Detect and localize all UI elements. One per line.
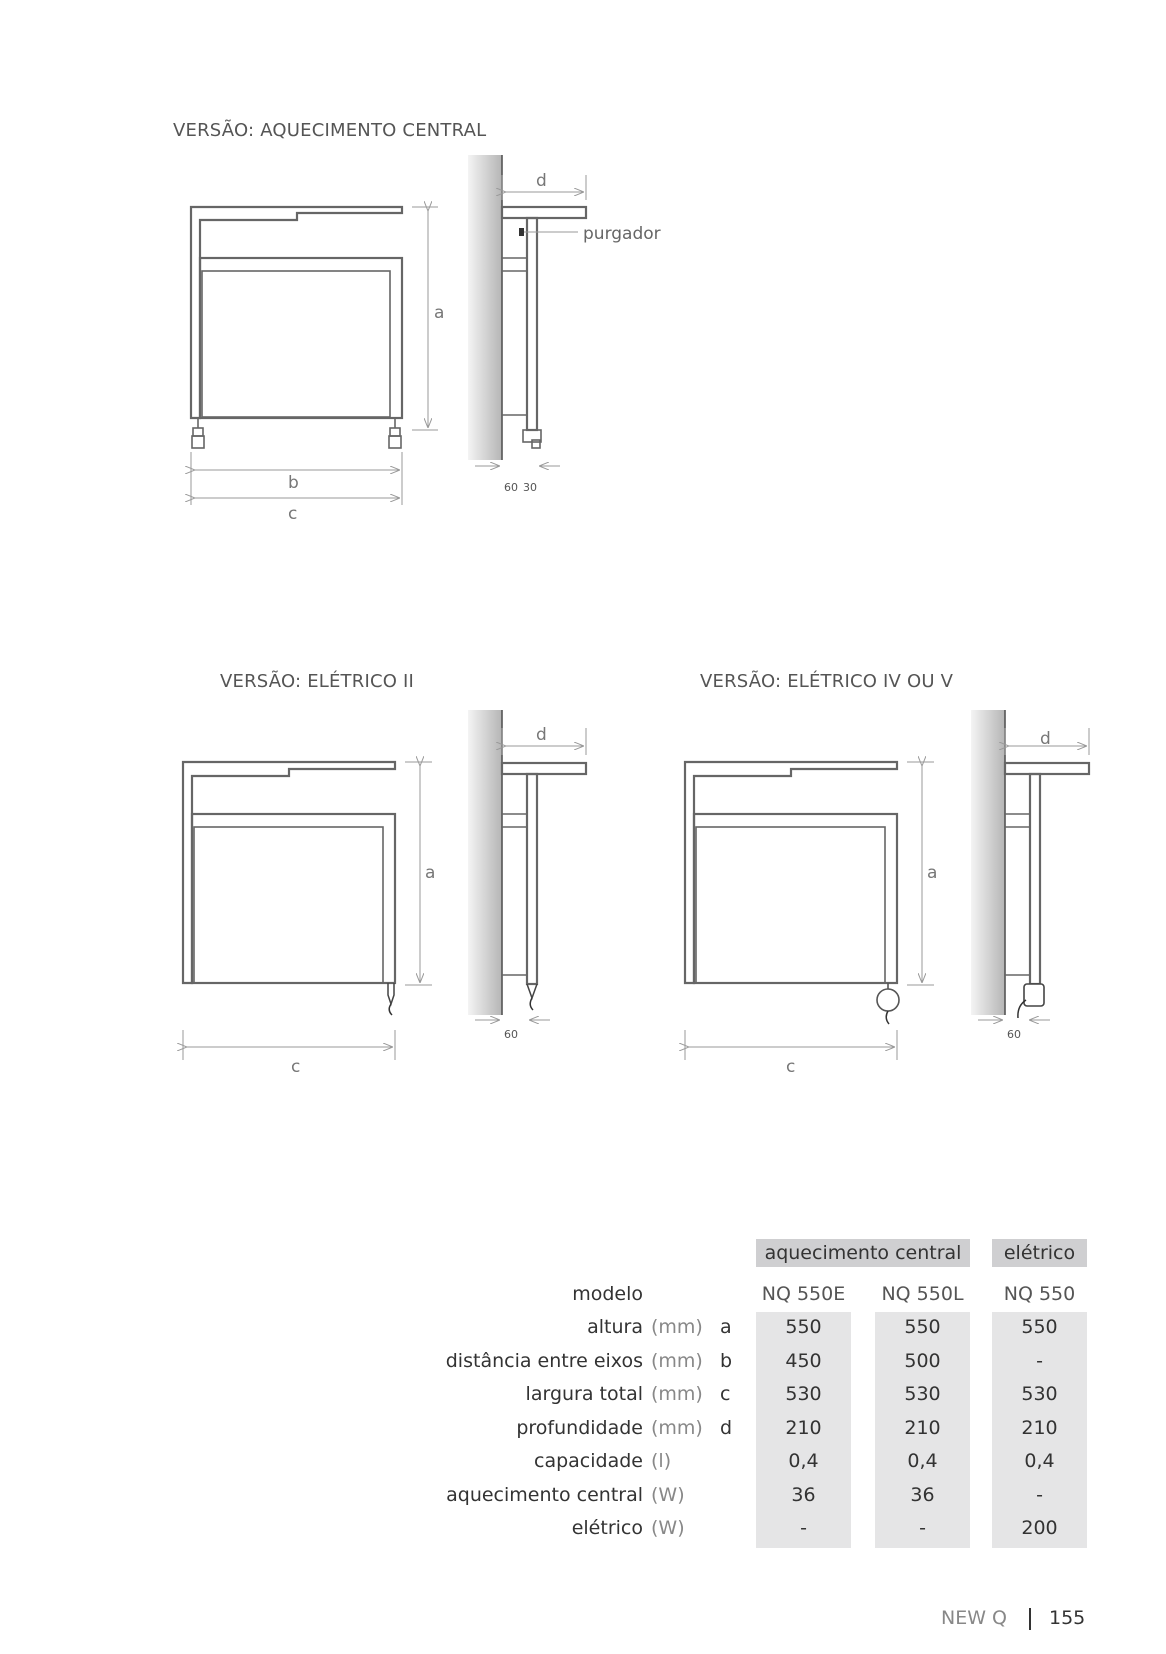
row-unit: (l) — [651, 1450, 672, 1472]
footer-brand: NEW Q — [941, 1607, 1007, 1629]
gap-60-label: 60 — [504, 481, 518, 494]
dim-d-label: d — [1040, 729, 1051, 749]
table-cell: 210 — [785, 1417, 822, 1439]
model-label: modelo — [572, 1283, 643, 1305]
table-cell: 200 — [1021, 1517, 1058, 1539]
side-view-eletrico45 — [971, 710, 1089, 1018]
dim-a-label: a — [434, 303, 445, 323]
row-label: altura — [587, 1316, 643, 1338]
table-cell: - — [1036, 1484, 1043, 1506]
dim-c-label: c — [288, 504, 298, 524]
table-cell: 550 — [785, 1316, 822, 1338]
dim-c-label: c — [291, 1057, 301, 1077]
table-cell: 0,4 — [1024, 1450, 1055, 1472]
section-title-central: VERSÃO: AQUECIMENTO CENTRAL — [173, 120, 487, 141]
table-cell: 36 — [791, 1484, 816, 1506]
group-header-eletrico: elétrico — [992, 1239, 1087, 1267]
model-nq550e: NQ 550E — [761, 1283, 846, 1305]
row-unit: (mm) — [651, 1383, 703, 1405]
table-cell: 210 — [904, 1417, 941, 1439]
purgador-label: purgador — [583, 224, 661, 244]
model-nq550l: NQ 550L — [881, 1283, 964, 1305]
row-unit: (mm) — [651, 1417, 703, 1439]
section-title-eletrico2: VERSÃO: ELÉTRICO II — [220, 671, 415, 692]
table-cell: 530 — [785, 1383, 822, 1405]
dim-d-label: d — [536, 171, 547, 191]
gap-30-label: 30 — [523, 481, 537, 494]
dim-c-label: c — [786, 1057, 796, 1077]
table-cell: - — [919, 1517, 926, 1539]
dim-b-label: b — [288, 473, 299, 493]
table-cell: - — [800, 1517, 807, 1539]
table-cell: 0,4 — [788, 1450, 819, 1472]
row-label: profundidade — [516, 1417, 643, 1439]
row-label: largura total — [525, 1383, 643, 1405]
gap-60-label: 60 — [504, 1028, 518, 1041]
table-cell: 550 — [1021, 1316, 1058, 1338]
dim-a-label: a — [927, 863, 938, 883]
table-cell: - — [1036, 1350, 1043, 1372]
table-cell: 450 — [785, 1350, 822, 1372]
table-cell: 36 — [910, 1484, 935, 1506]
table-cell: 0,4 — [907, 1450, 938, 1472]
row-unit: (W) — [651, 1484, 685, 1506]
row-dimension-letter: b — [720, 1350, 733, 1372]
footer-page-number: 155 — [1049, 1607, 1086, 1629]
row-label: aquecimento central — [446, 1484, 643, 1506]
row-dimension-letter: a — [720, 1316, 732, 1338]
gap-60-label: 60 — [1007, 1028, 1021, 1041]
footer-separator — [1029, 1608, 1031, 1630]
model-nq550: NQ 550 — [1003, 1283, 1076, 1305]
table-cell: 530 — [1021, 1383, 1058, 1405]
table-cell: 500 — [904, 1350, 941, 1372]
front-view-eletrico45 — [685, 762, 899, 1024]
row-unit: (mm) — [651, 1350, 703, 1372]
row-unit: (mm) — [651, 1316, 703, 1338]
row-dimension-letter: c — [720, 1383, 731, 1405]
row-label: distância entre eixos — [445, 1350, 643, 1372]
row-label: elétrico — [571, 1517, 643, 1539]
table-cell: 530 — [904, 1383, 941, 1405]
dim-d-label: d — [536, 725, 547, 745]
row-label: capacidade — [534, 1450, 643, 1472]
group-header-central: aquecimento central — [756, 1239, 970, 1267]
table-cell: 550 — [904, 1316, 941, 1338]
dim-a-label: a — [425, 863, 436, 883]
row-unit: (W) — [651, 1517, 685, 1539]
row-dimension-letter: d — [720, 1417, 733, 1439]
section-title-eletrico45: VERSÃO: ELÉTRICO IV OU V — [700, 671, 954, 692]
table-cell: 210 — [1021, 1417, 1058, 1439]
